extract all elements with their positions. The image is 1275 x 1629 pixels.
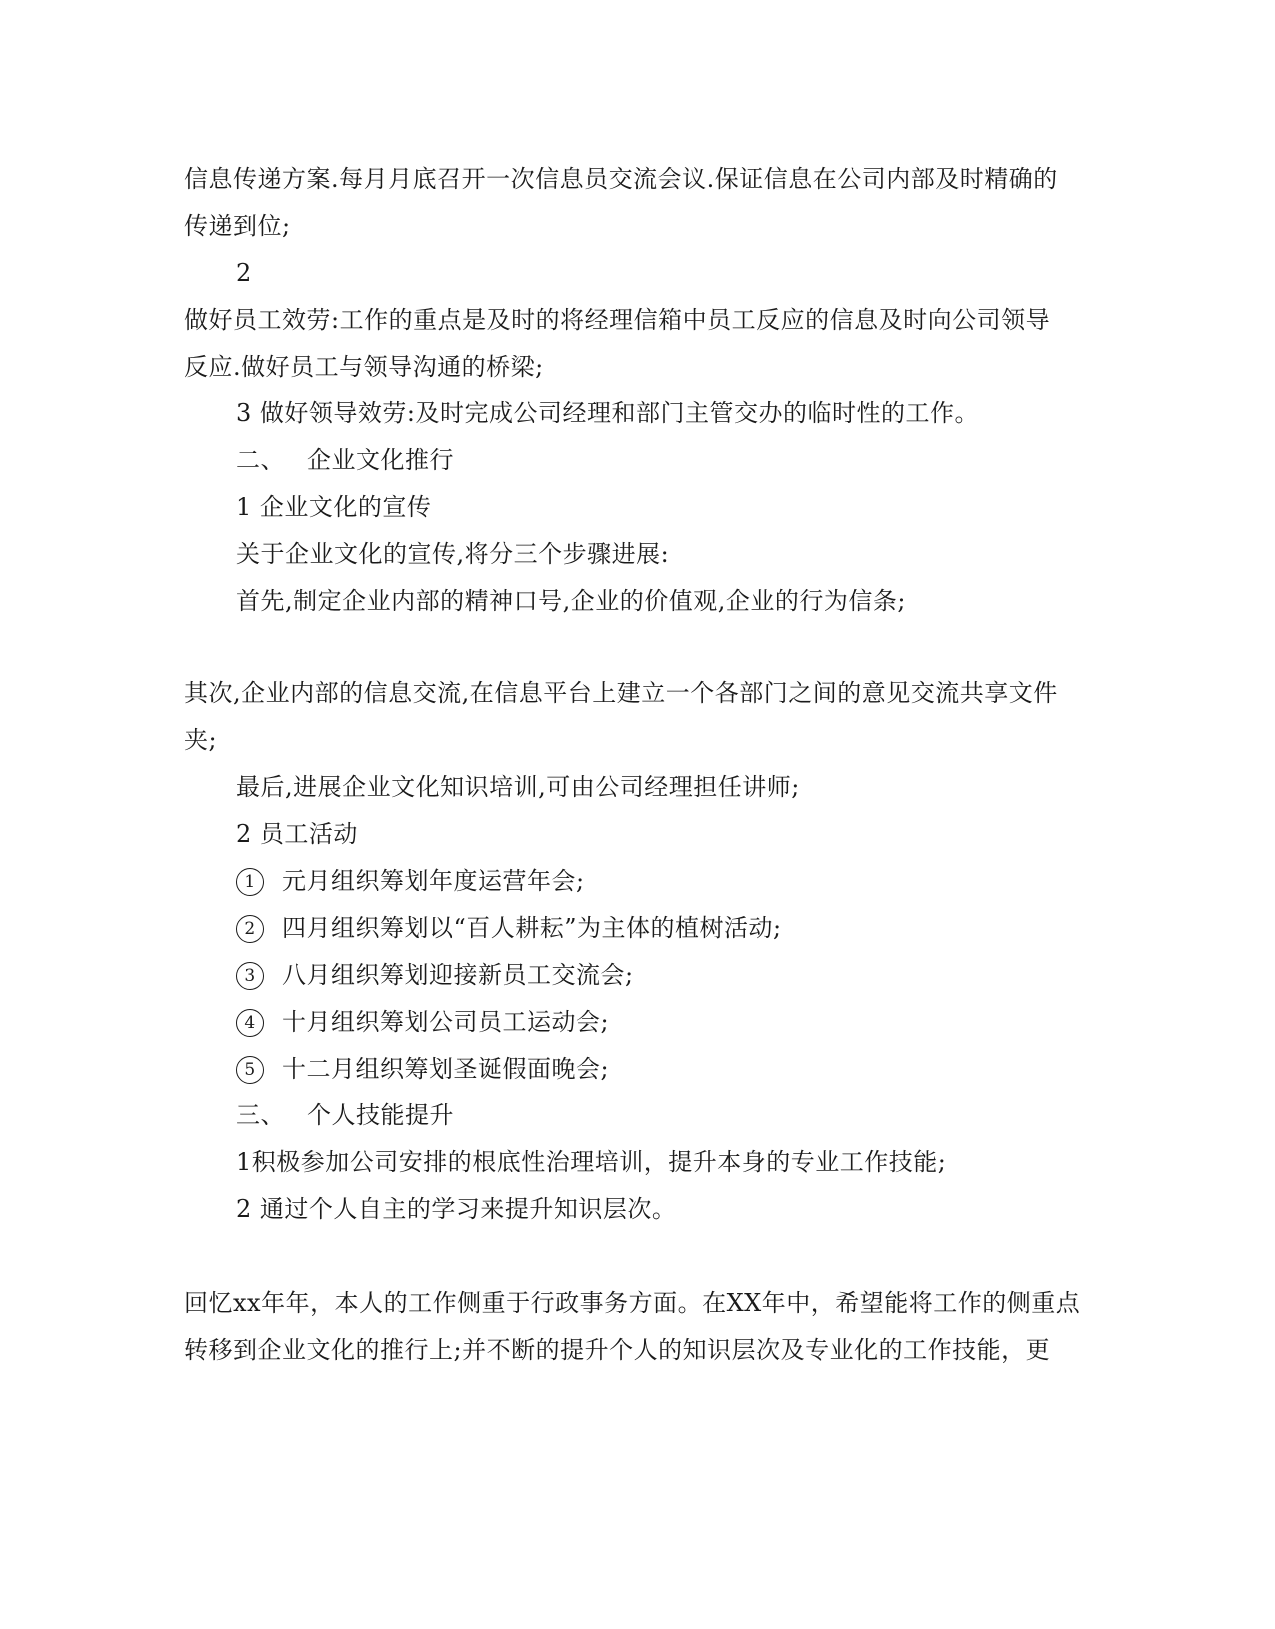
- list-item-text: 八月组织筹划迎接新员工交流会;: [282, 961, 634, 989]
- text-line: 信息传递方案.每月月底召开一次信息员交流会议.保证信息在公司内部及时精确的: [184, 165, 1058, 193]
- text-line: 1积极参加公司安排的根底性治理培训，提升本身的专业工作技能;: [236, 1148, 947, 1176]
- section-title: 企业文化推行: [307, 446, 454, 474]
- circled-number: 2: [236, 915, 264, 943]
- text-line: 传递到位;: [184, 212, 291, 240]
- circled-number: 1: [236, 868, 264, 896]
- text-line: 其次,企业内部的信息交流,在信息平台上建立一个各部门之间的意见交流共享文件: [184, 679, 1058, 707]
- text-line: 3 做好领导效劳:及时完成公司经理和部门主管交办的临时性的工作。: [236, 399, 979, 427]
- list-item: [236, 866, 585, 896]
- circled-number: 4: [236, 1009, 264, 1037]
- text-line: 反应.做好员工与领导沟通的桥梁;: [184, 353, 544, 381]
- text-line: 首先,制定企业内部的精神口号,企业的价值观,企业的行为信条;: [236, 587, 906, 615]
- text-line: 最后,进展企业文化知识培训,可由公司经理担任讲师;: [236, 773, 800, 801]
- list-number: 2: [236, 259, 252, 287]
- section-heading: [236, 1100, 454, 1130]
- text-line: 夹;: [184, 726, 218, 754]
- section-title: 个人技能提升: [307, 1101, 454, 1129]
- list-item-text: 元月组织筹划年度运营年会;: [282, 867, 585, 895]
- list-item: [236, 913, 782, 943]
- list-item-text: 十月组织筹划公司员工运动会;: [282, 1008, 610, 1036]
- list-item: [236, 1007, 609, 1037]
- list-item: [236, 1054, 609, 1084]
- section-number: 三、: [236, 1101, 285, 1129]
- text-line: 关于企业文化的宣传,将分三个步骤进展:: [236, 540, 670, 568]
- text-line: 2 通过个人自主的学习来提升知识层次。: [236, 1195, 677, 1223]
- subheading: 2 员工活动: [236, 820, 358, 848]
- section-heading: [236, 445, 454, 475]
- circled-number: 3: [236, 962, 264, 990]
- section-number: 二、: [236, 446, 285, 474]
- text-line: 转移到企业文化的推行上;并不断的提升个人的知识层次及专业化的工作技能，更: [184, 1336, 1051, 1364]
- subheading: 1 企业文化的宣传: [236, 493, 432, 521]
- list-item: [236, 960, 634, 990]
- list-item-text: 十二月组织筹划圣诞假面晚会;: [282, 1055, 610, 1083]
- text-line: 回忆xx年年，本人的工作侧重于行政事务方面。在XX年中，希望能将工作的侧重点: [184, 1289, 1081, 1317]
- list-item-text: 四月组织筹划以“百人耕耘”为主体的植树活动;: [282, 914, 782, 942]
- text-line: 做好员工效劳:工作的重点是及时的将经理信箱中员工反应的信息及时向公司领导: [184, 306, 1051, 334]
- circled-number: 5: [236, 1056, 264, 1084]
